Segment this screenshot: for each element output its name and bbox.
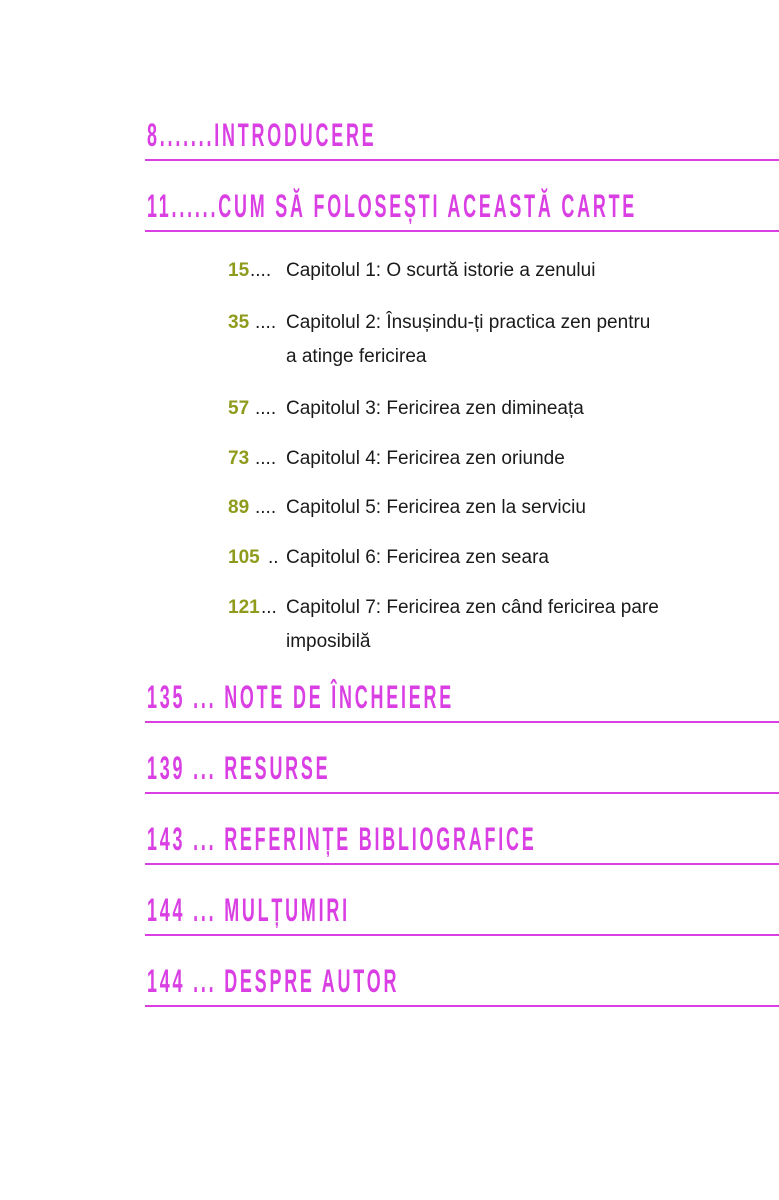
chapter-title: Capitolul 5: Fericirea zen la serviciu	[286, 497, 586, 518]
toc-entry-cum-sa-folosesti[interactable]	[147, 186, 779, 226]
entry-title: INTRODUCERE	[214, 117, 377, 153]
chapter-dots: ..	[268, 547, 279, 568]
toc-entry-resurse[interactable]	[147, 748, 779, 788]
divider	[145, 230, 779, 232]
divider	[145, 863, 779, 865]
divider	[145, 934, 779, 936]
chapter-title: Capitolul 7: Fericirea zen când fericirea pare imposibilă	[286, 597, 659, 652]
chapter-dots: ....	[250, 260, 272, 281]
divider	[145, 792, 779, 794]
entry-title: DESPRE AUTOR	[224, 963, 400, 999]
entry-page: 11	[147, 188, 172, 224]
toc-entry-referinte[interactable]	[147, 819, 779, 859]
entry-dots: ......	[171, 188, 219, 224]
divider	[145, 159, 779, 161]
entry-dots: ...	[185, 750, 225, 786]
chapter-dots: ....	[255, 398, 277, 419]
chapter-title: Capitolul 6: Fericirea zen seara	[286, 547, 549, 568]
entry-title: NOTE DE ÎNCHEIERE	[224, 679, 455, 715]
entry-title: RESURSE	[224, 750, 331, 786]
entry-page: 143	[147, 821, 186, 857]
entry-dots: ...	[185, 679, 225, 715]
entry-page: 139	[147, 750, 186, 786]
chapter-dots: ....	[255, 497, 277, 518]
entry-dots: ...	[185, 963, 225, 999]
toc-entry-introducere[interactable]	[147, 115, 779, 155]
divider	[145, 1005, 779, 1007]
toc-entry-despre-autor[interactable]	[147, 961, 779, 1001]
chapter-page: 121	[228, 597, 260, 618]
chapter-title: Capitolul 3: Fericirea zen dimineața	[286, 398, 584, 419]
entry-dots: ...	[185, 892, 225, 928]
chapter-page: 57	[228, 398, 250, 419]
entry-page: 144	[147, 963, 186, 999]
entry-dots: .......	[159, 117, 215, 153]
entry-title: CUM SĂ FOLOSEȘTI ACEASTĂ CARTE	[218, 188, 638, 224]
chapter-page: 15	[228, 260, 250, 281]
toc-entry-note-de-incheiere[interactable]	[147, 677, 779, 717]
entry-page: 8	[147, 117, 160, 153]
toc-entry-multumiri[interactable]	[147, 890, 779, 930]
divider	[145, 721, 779, 723]
entry-dots: ...	[185, 821, 225, 857]
entry-title: REFERINȚE BIBLIOGRAFICE	[224, 821, 537, 857]
chapter-dots: ...	[261, 597, 277, 618]
chapter-page: 35	[228, 312, 250, 333]
chapter-page: 73	[228, 448, 250, 469]
entry-title: MULȚUMIRI	[224, 892, 350, 928]
chapter-page: 89	[228, 497, 250, 518]
chapter-dots: ....	[255, 312, 277, 333]
chapter-title: Capitolul 4: Fericirea zen oriunde	[286, 448, 565, 469]
chapter-dots: ....	[255, 448, 277, 469]
chapter-title: Capitolul 2: Însușindu-ți practica zen pentru a atinge fericirea	[286, 312, 651, 367]
chapter-page: 105	[228, 547, 260, 568]
entry-page: 135	[147, 679, 186, 715]
chapter-title: Capitolul 1: O scurtă istorie a zenului	[286, 260, 596, 281]
entry-page: 144	[147, 892, 186, 928]
